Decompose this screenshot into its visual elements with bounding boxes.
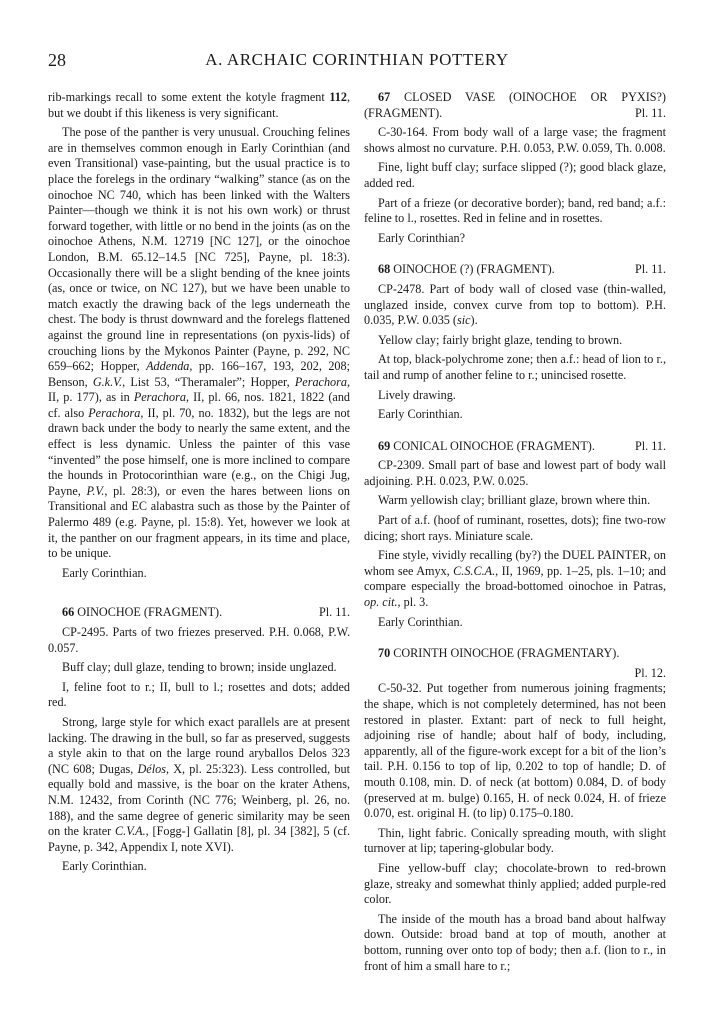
paragraph: Lively drawing.	[378, 387, 456, 402]
paragraph: Fine, light buff clay; surface slipped (?); good black glaze, added red.	[364, 160, 666, 190]
paragraph: Part of a frieze (or decorative border); band, red band; a.f.: feline to l., rosettes. Red in feline and in rosettes.	[364, 195, 666, 226]
entry-number: 69	[378, 438, 391, 453]
paragraph: C-50-32. Put together from numerous joining fragments; the shape, which is not completely determined, has not been restored in plaster. Extant: part of neck to full height, adjoining rise of handle; about half of body, including, apparently, all of the figure-work except for a bit of the lion’s tail. P.H. 0.156 to top of lip, 0.202 to top of handle; D. of mouth 0.108, min. D. of neck (at bottom) 0.084, D. of body (preserved at m. bulge) 0.165, H. of neck 0.024, H. of frieze 0.070, est. original H. (to lip) 0.175–0.180.	[364, 681, 666, 821]
entry-number: 66	[62, 605, 75, 620]
plate-ref: Pl. 11.	[318, 605, 350, 620]
plate-ref: Pl. 11.	[634, 438, 666, 453]
paragraph: I, feline foot to r.; II, bull to l.; rosettes and dots; added red.	[48, 679, 350, 710]
paragraph: CP-2495. Parts of two friezes preserved. P.H. 0.068, P.W. 0.057.	[48, 625, 350, 655]
paragraph: At top, black-polychrome zone; then a.f.: head of lion to r., tail and rump of another feline to r.; unincised rosette.	[364, 352, 666, 382]
paragraph: C-30-164. From body wall of a large vase; the fragment shows almost no curvature. P.H. 0.053, P.W. 0.059, Th. 0.008.	[364, 125, 666, 155]
plate-ref: Pl. 11.	[634, 105, 666, 120]
paragraph: Buff clay; dull glaze, tending to brown; inside unglazed.	[62, 660, 337, 675]
running-head: A. ARCHAIC CORINTHIAN POTTERY	[205, 50, 509, 69]
paragraph: CP-2478. Part of body wall of closed vase (thin-walled, unglazed inside, convex curve from top to bottom). P.H. 0.035, P.W. 0.035 (sic).	[364, 281, 666, 328]
left-column	[48, 90, 350, 879]
paragraph: Fine yellow-buff clay; chocolate-brown to red-brown glaze, streaky and somewhat thinly applied; added purple-red color.	[364, 860, 666, 907]
paragraph: The pose of the panther is very unusual. Crouching felines are in themselves common enough in Early Corinthian (and even Transitional) vase-painting, but the usual practice is to place the forelegs in the ordinary “walking” stance (as on the oinochoe NC 740, which has been linked with the Walters Painter—though we think it is not his own work) or thrust forward together, with little or no bend in the joints (as on the oinochoe Athens, N.M. 12719 [NC 127], or the oinochoe London, B.M. 65.12–14.5 [NC 725], Payne, pl. 18:3). Occasionally there will be a slight bending of the knee joints (as, once or twice, on NC 127), but we have been unable to match exactly the drawing back of the legs underneath the chest. The body is thrust downward and the forelegs flattened against the ground line in representations (on pyxis-lids) of crouching lions by the Mykonos Painter (Payne, p. 292, NC 659–662; Hopper, Addenda, pp. 166–167, 193, 202, 208; Benson, G.k.V., List 53, “Theramaler”; Hopper, Perachora, II, p. 177), as in Perachora, II, pl. 66, nos. 1821, 1822 (and cf. also Perachora, II, pl. 70, no. 1832), but the legs are not drawn back under the body to nearly the same extent, and the effect is less dynamic. Unless the painter of this vase “invented” the pose himself, one is more inclined to compare the hounds in Protocorinthian ware (e.g., on the Chigi Jug, Payne, P.V., pl. 28:3), or even the hares between lions on Transitional and EC alabastra such as those by the Painter of Palermo 489 (e.g. Payne, pl. 15:8). Yet, however we look at it, the panther on our fragment appears, in its time and place, to be unique.	[48, 125, 351, 561]
right-column	[364, 90, 666, 978]
paragraph: Warm yellowish clay; brilliant glaze, brown where thin.	[378, 493, 651, 508]
paragraph: Strong, large style for which exact parallels are at present lacking. The drawing in the bull, so far as preserved, suggests a style akin to that on the large round aryballos Delos 323 (NC 608; Dugas, Délos, X, pl. 25:323). Less controlled, but equally bold and massive, is the boar on the krater Athens, N.M. 12432, from Corinth (NC 776; Weinberg, pl. 26, no. 188), and the same degree of generic similarity may be seen on the krater C.V.A., [Fogg-] Gallatin [8], pl. 34 [382], 5 (cf. Payne, p. 342, Appendix I, note XVI).	[48, 714, 350, 854]
paragraph: Yellow clay; fairly bright glaze, tending to brown.	[378, 332, 623, 347]
paragraph: rib-markings recall to some extent the kotyle fragment 112, but we doubt if this likeness is very significant.	[48, 90, 350, 120]
entry-heading-67: 67 CLOSED VASE (OINOCHOE OR PYXIS?) (FRAGMENT). Pl. 11.	[364, 90, 666, 120]
entry-heading-66: 66 OINOCHOE (FRAGMENT). Pl. 11.	[62, 605, 350, 620]
period-line: Early Corinthian.	[62, 565, 147, 580]
plate-ref: Pl. 11.	[634, 262, 666, 277]
paragraph: Fine style, vividly recalling (by?) the DUEL PAINTER, on whom see Amyx, C.S.C.A., II, 1969, pp. 1–25, pls. 1–10; and compare especially the broad-bottomed oinochoe in Patras, op. cit., pl. 3.	[364, 548, 666, 610]
period-line: Early Corinthian?	[378, 230, 465, 245]
entry-heading-68: 68 OINOCHOE (?) (FRAGMENT). Pl. 11.	[378, 262, 666, 277]
period-line: Early Corinthian.	[378, 614, 463, 629]
period-line: Early Corinthian.	[378, 407, 463, 422]
paragraph: Thin, light fabric. Conically spreading mouth, with slight turnover at lip; tapering-globular body.	[364, 825, 666, 856]
page-number: 28	[48, 50, 66, 70]
entry-heading-70: 70 CORINTH OINOCHOE (FRAGMENTARY).	[378, 646, 620, 661]
plate-ref: Pl. 12.	[634, 665, 666, 680]
paragraph: Part of a.f. (hoof of ruminant, rosettes, dots); fine two-row dicing; short rays. Miniature scale.	[364, 513, 666, 543]
paragraph: The inside of the mouth has a broad band about halfway down. Outside: broad band at top of mouth, another at bottom, running over onto top of body; then a.f. (lion to r., in front of him a small hare to r.;	[364, 911, 666, 973]
entry-heading-69: 69 CONICAL OINOCHOE (FRAGMENT). Pl. 11.	[378, 438, 666, 453]
page-header	[48, 50, 666, 78]
paragraph: CP-2309. Small part of base and lowest part of body wall adjoining. P.H. 0.023, P.W. 0.025.	[364, 458, 666, 488]
entry-number: 68	[378, 262, 391, 277]
entry-number: 67	[378, 90, 391, 104]
entry-number: 70	[378, 646, 391, 661]
period-line: Early Corinthian.	[62, 859, 147, 874]
